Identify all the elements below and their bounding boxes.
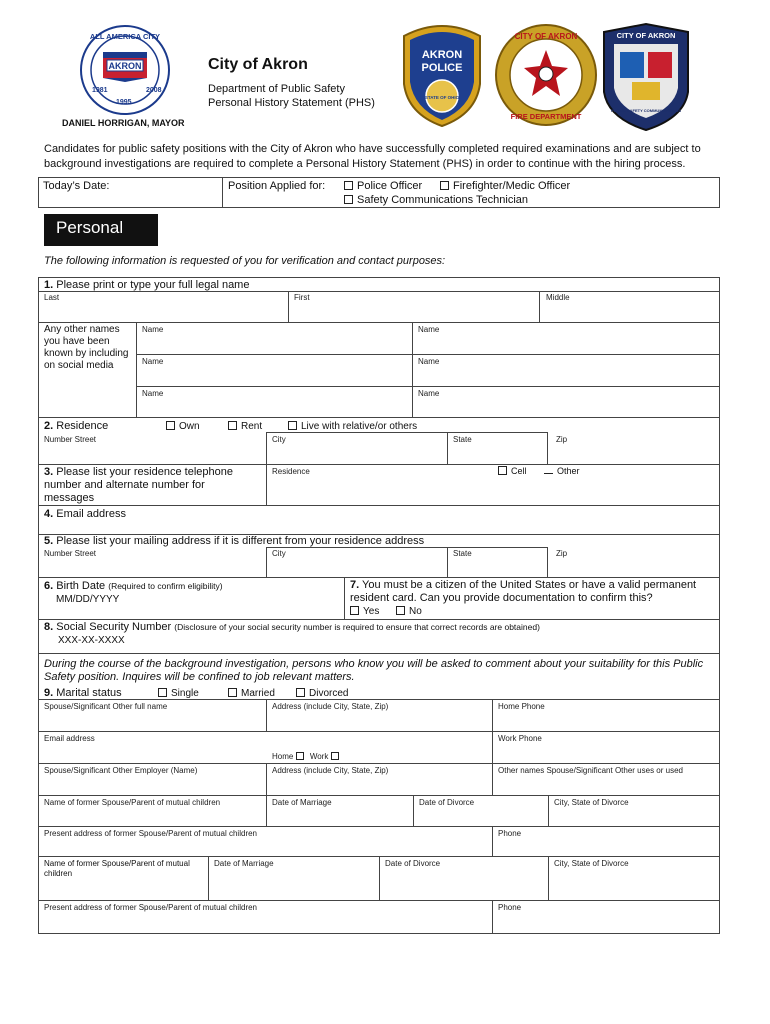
email-field[interactable]: [38, 505, 720, 535]
svg-text:CITY OF AKRON: CITY OF AKRON: [514, 32, 578, 41]
home-phone-label: Home Phone: [498, 702, 545, 711]
svg-text:1981: 1981: [92, 87, 108, 94]
home-option[interactable]: Home Work: [272, 752, 343, 761]
svg-text:1995: 1995: [116, 99, 132, 106]
name-label: Name: [418, 357, 440, 366]
zip-label: Zip: [556, 435, 568, 444]
date-marriage-label: Date of Marriage: [272, 798, 332, 807]
date-divorce-label: Date of Divorce: [419, 798, 475, 807]
page-title: City of Akron: [208, 56, 308, 73]
citizen-no-option[interactable]: No: [396, 606, 422, 617]
phone-label: Phone: [498, 829, 522, 838]
mailing-city-field[interactable]: [266, 547, 448, 578]
police-badge-icon: [398, 22, 486, 130]
marital-married[interactable]: Married: [228, 688, 275, 699]
name-label: Name: [142, 389, 164, 398]
residence-rent[interactable]: Rent: [228, 421, 262, 432]
name-label: Name: [142, 325, 164, 334]
svg-text:AKRON: AKRON: [108, 61, 142, 71]
q1-label: 1. Please print or type your full legal name: [44, 279, 250, 291]
checkbox[interactable]: [288, 421, 297, 430]
svg-text:CITY OF AKRON: CITY OF AKRON: [616, 31, 676, 40]
checkbox[interactable]: [228, 421, 237, 430]
marital-divorced[interactable]: Divorced: [296, 688, 348, 699]
residence-phone-field[interactable]: [266, 464, 720, 506]
svg-text:FIRE DEPARTMENT: FIRE DEPARTMENT: [510, 112, 582, 121]
position-label: Position Applied for:: [228, 180, 326, 192]
city-state-divorce-label: City, State of Divorce: [554, 859, 629, 868]
q2-label: 2. Residence: [44, 420, 109, 432]
checkbox[interactable]: [498, 466, 507, 475]
ssn-format: XXX-XX-XXXX: [58, 635, 125, 646]
city-label: City: [272, 435, 286, 444]
last-name-field[interactable]: [38, 291, 289, 323]
first-name-field[interactable]: [288, 291, 540, 323]
name-label: Name: [418, 389, 440, 398]
option-firefighter[interactable]: Firefighter/Medic Officer: [440, 180, 570, 192]
blank-line[interactable]: [544, 473, 553, 474]
checkbox[interactable]: [296, 688, 305, 697]
background-note: During the course of the background investigation, persons who know you will be asked to comment about your suitability for this Public Safety position. Inquires will be confined to job relevant matters.: [44, 658, 704, 683]
q5-label: 5. Please list your mailing address if it is different from your residence address: [44, 535, 425, 547]
middle-label: Middle: [546, 293, 570, 302]
email-label: Email address: [44, 734, 95, 743]
spouse-name-label: Spouse/Significant Other full name: [44, 702, 168, 711]
city-seal: [70, 22, 190, 118]
svg-text:2008: 2008: [146, 87, 162, 94]
phone-other-option[interactable]: Other: [544, 466, 580, 476]
citizen-yes-option[interactable]: Yes: [350, 606, 379, 617]
checkbox[interactable]: [350, 606, 359, 615]
svg-text:PUBLIC SAFETY COMMUNICATIONS: PUBLIC SAFETY COMMUNICATIONS: [610, 108, 682, 113]
residence-phone-label: Residence: [272, 467, 310, 476]
checkbox[interactable]: [166, 421, 175, 430]
other-name-4[interactable]: [412, 354, 720, 387]
q6-label: 6. Birth Date (Required to confirm eligibility): [44, 580, 223, 592]
spouse-address-label: Address (include City, State, Zip): [272, 702, 389, 711]
residence-own[interactable]: Own: [166, 421, 200, 432]
other-names-spouse-label: Other names Spouse/Significant Other uses or used: [498, 766, 683, 775]
section-title: Personal: [56, 218, 124, 237]
option-police-officer[interactable]: Police Officer: [344, 180, 422, 192]
present-address-label: Present address of former Spouse/Parent of mutual children: [44, 829, 257, 838]
state-label: State: [453, 435, 472, 444]
other-names-label: Any other names you have been known by including on social media: [44, 324, 129, 371]
fire-badge: [494, 22, 598, 128]
checkbox[interactable]: [158, 688, 167, 697]
former-spouse-label: Name of former Spouse/Parent of mutual children: [44, 798, 221, 807]
communications-badge-icon: [600, 22, 692, 132]
other-name-3[interactable]: [136, 354, 413, 387]
police-badge: [398, 22, 486, 130]
date-divorce-label: Date of Divorce: [385, 859, 441, 868]
intro-text: Candidates for public safety positions with the City of Akron who have successfully completed required examinations and are subject to background investigations are required to complete a Personal History Statement (PHS) in order to continue with the hiring process.: [44, 143, 701, 170]
number-street-label: Number Street: [44, 435, 97, 444]
work-phone-label: Work Phone: [498, 734, 542, 743]
zip-label: Zip: [556, 549, 568, 558]
fire-badge-icon: [494, 22, 598, 128]
spouse-email-field[interactable]: [38, 731, 493, 764]
checkbox[interactable]: [344, 195, 353, 204]
employer-label: Spouse/Significant Other Employer (Name): [44, 766, 198, 775]
checkbox[interactable]: [396, 606, 405, 615]
former-phone-2-field[interactable]: [492, 900, 720, 934]
q8-label: 8. Social Security Number (Disclosure of your social security number is required to ensure that correct records are obtained): [44, 621, 540, 633]
svg-text:AKRON: AKRON: [421, 49, 463, 61]
dept-line-1: Department of Public Safety: [208, 83, 345, 95]
first-label: First: [294, 293, 310, 302]
name-label: Name: [418, 325, 440, 334]
date-marriage-label: Date of Marriage: [214, 859, 274, 868]
city-label: City: [272, 549, 286, 558]
checkbox[interactable]: [344, 181, 353, 190]
svg-text:ALL AMERICA CITY: ALL AMERICA CITY: [89, 32, 161, 41]
marital-single[interactable]: Single: [158, 688, 199, 699]
mayor-name: DANIEL HORRIGAN, MAYOR: [62, 118, 185, 128]
present-address-label: Present address of former Spouse/Parent of mutual children: [44, 903, 257, 912]
other-name-2[interactable]: [412, 322, 720, 355]
q3-label: 3. Please list your residence telephone number and alternate number for messages: [44, 466, 233, 504]
phone-label: Phone: [498, 903, 522, 912]
dept-line-2: Personal History Statement (PHS): [208, 97, 375, 109]
svg-text:POLICE: POLICE: [421, 62, 463, 74]
communications-badge: [600, 22, 692, 132]
city-state-divorce-label: City, State of Divorce: [554, 798, 629, 807]
option-communications[interactable]: Safety Communications Technician: [344, 194, 528, 206]
city-seal-icon: [70, 22, 190, 118]
q7-label: 7. You must be a citizen of the United States or have a valid permanent resident card. Can you provide documentation to confirm this?: [350, 579, 697, 604]
other-name-6[interactable]: [412, 386, 720, 418]
birth-date-format: MM/DD/YYYY: [56, 594, 120, 605]
residence-relative[interactable]: Live with relative/or others: [288, 421, 417, 432]
svg-text:STATE OF OHIO: STATE OF OHIO: [424, 95, 460, 100]
number-street-label: Number Street: [44, 549, 97, 558]
former-phone-field[interactable]: [492, 826, 720, 857]
former-spouse-2-label: Name of former Spouse/Parent of mutual children: [44, 859, 190, 878]
checkbox[interactable]: [331, 752, 339, 760]
employer-address-label: Address (include City, State, Zip): [272, 766, 389, 775]
q4-label: 4. Email address: [44, 508, 126, 520]
state-label: State: [453, 549, 472, 558]
other-name-5[interactable]: [136, 386, 413, 418]
todays-date-label: Today’s Date:: [43, 180, 110, 192]
checkbox[interactable]: [440, 181, 449, 190]
name-label: Name: [142, 357, 164, 366]
checkbox[interactable]: [228, 688, 237, 697]
other-name-1[interactable]: [136, 322, 413, 355]
section-subtitle: The following information is requested of you for verification and contact purposes:: [44, 255, 446, 267]
residence-city-field[interactable]: [266, 432, 448, 465]
phone-cell-option[interactable]: Cell: [498, 466, 527, 476]
checkbox[interactable]: [296, 752, 304, 760]
q9-label: 9. Marital status: [44, 687, 122, 699]
last-label: Last: [44, 293, 60, 302]
